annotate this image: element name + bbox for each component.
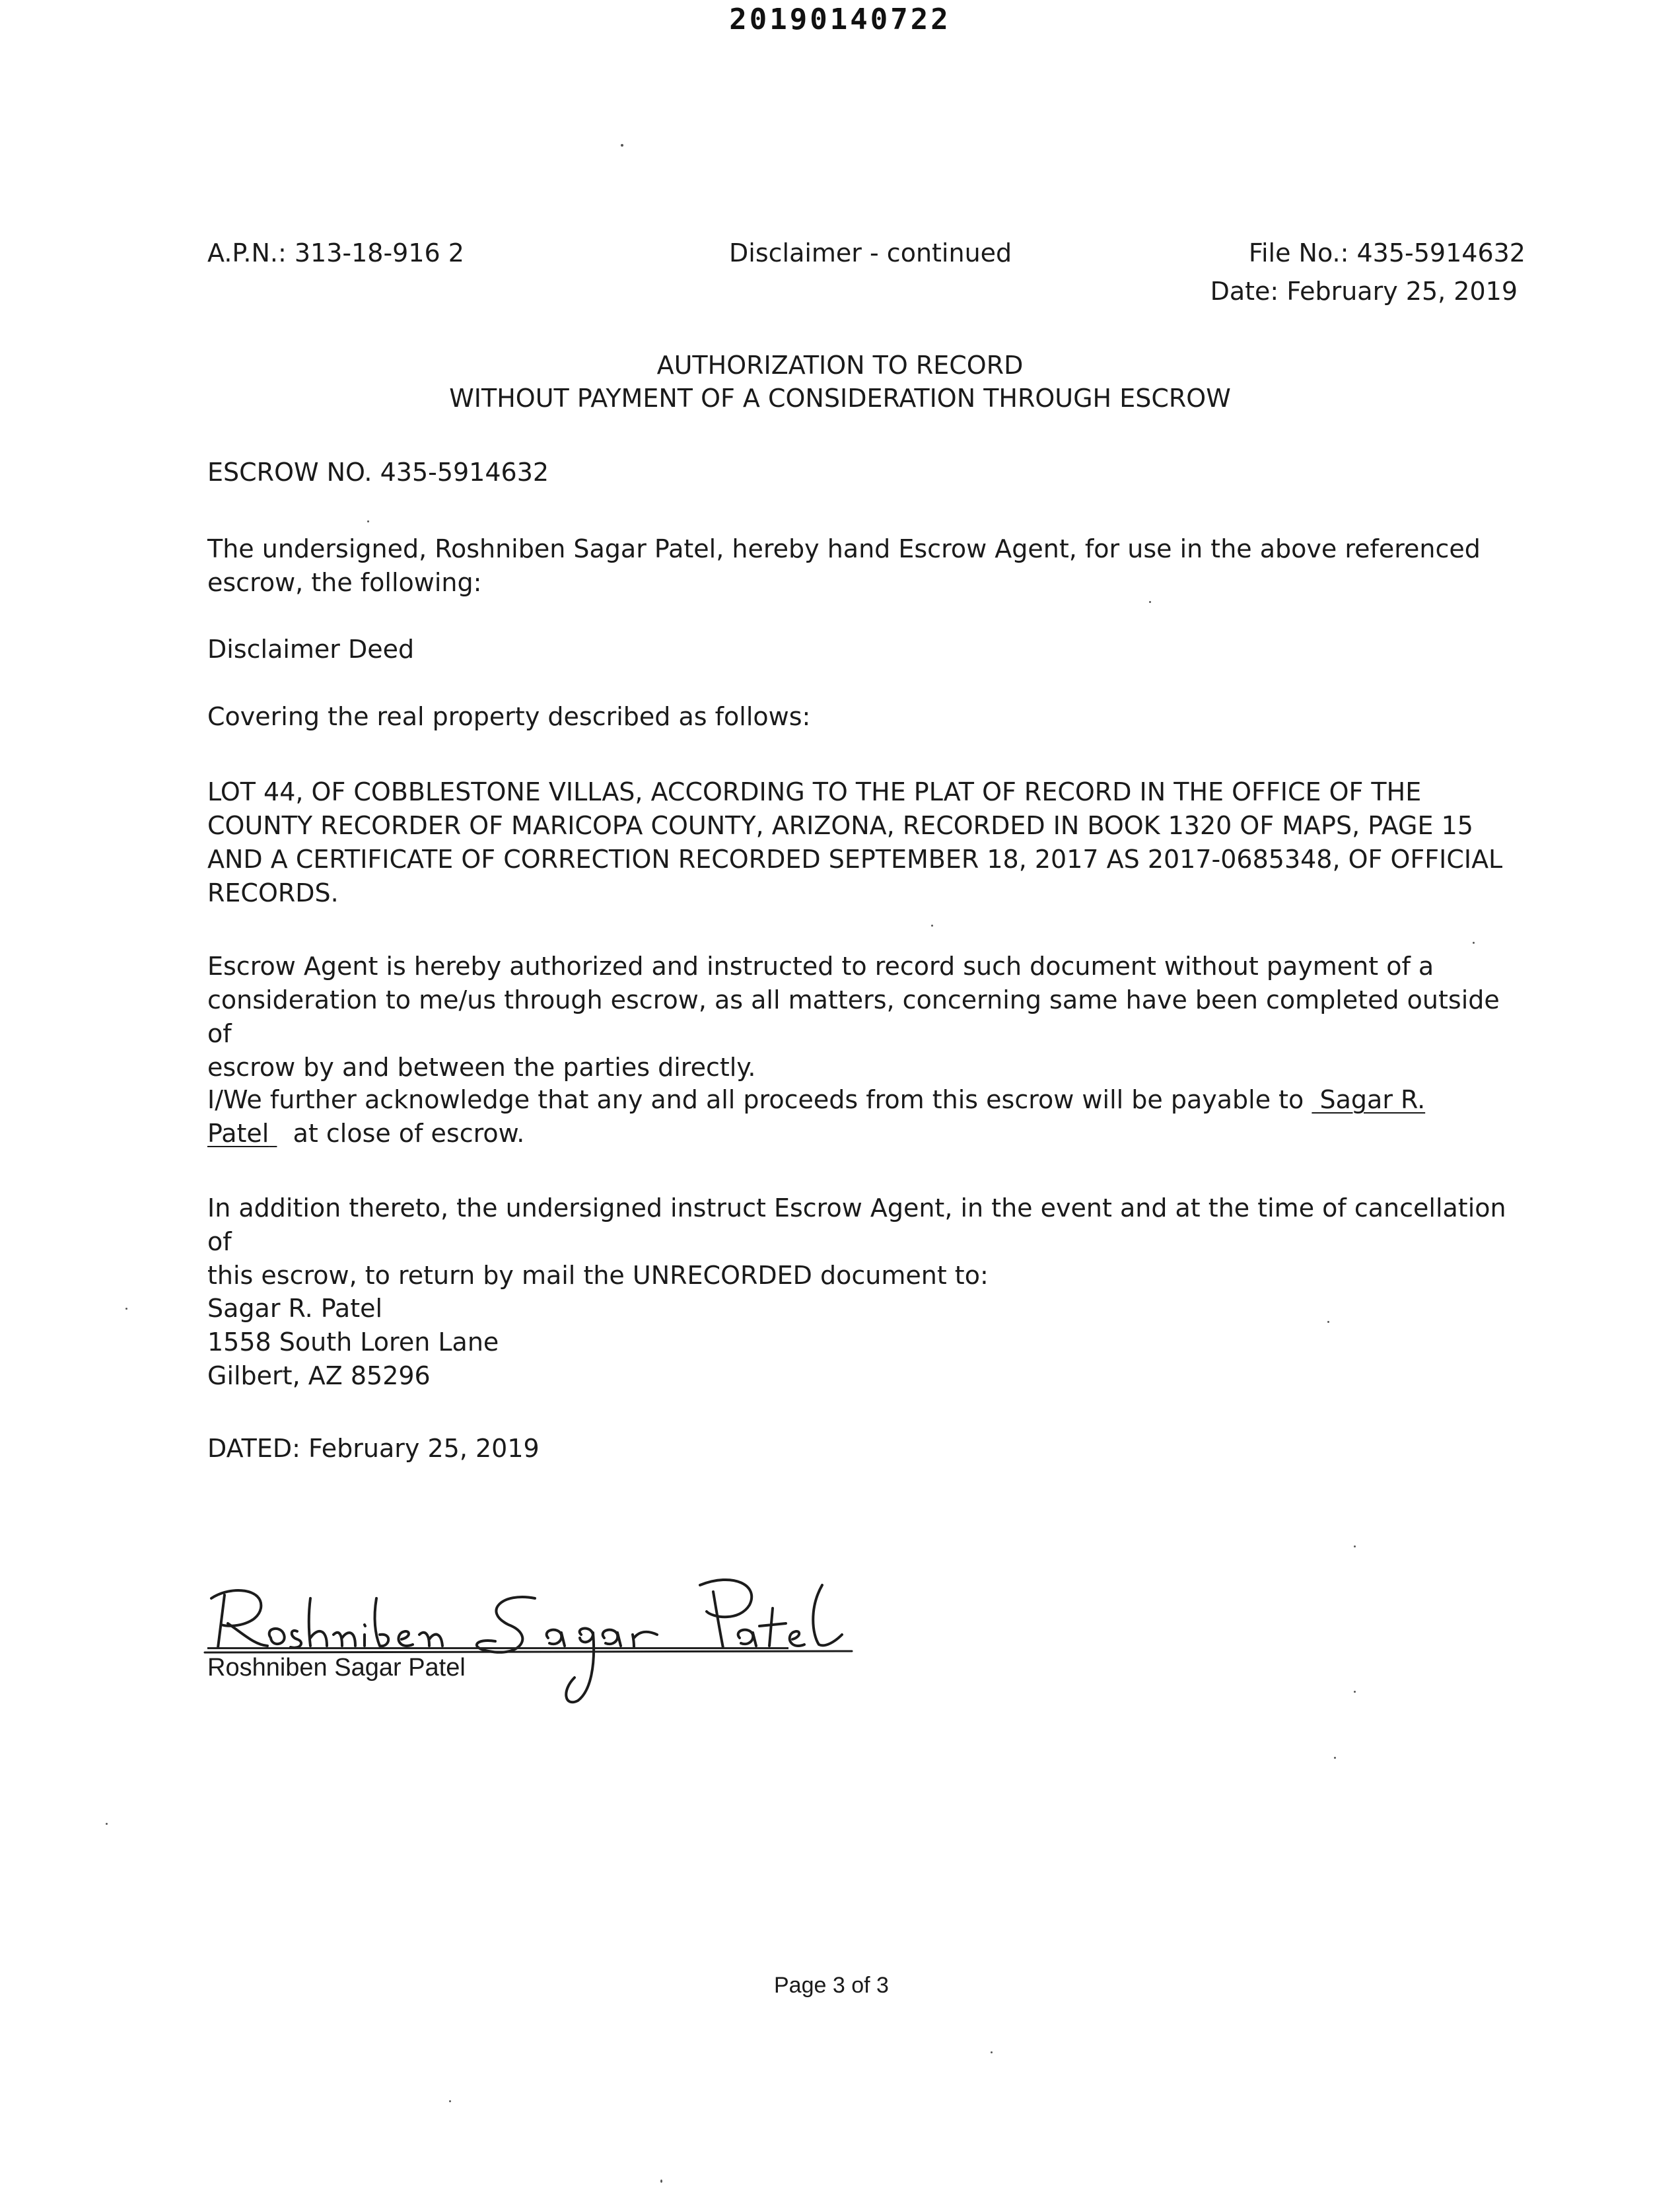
cancel-line-2: this escrow, to return by mail the UNRECORDED document to: xyxy=(207,1261,989,1290)
ack-line-2 xyxy=(207,1117,1515,1151)
scan-speck xyxy=(1334,1757,1336,1759)
cancel-line-1: In addition thereto, the undersigned instruct Escrow Agent, in the event and at the time of cancellation of xyxy=(207,1193,1506,1256)
ack-suffix: at close of escrow. xyxy=(293,1119,525,1148)
covering-statement: Covering the real property described as follows: xyxy=(207,702,811,731)
payee-name-part-1 xyxy=(1312,1085,1425,1114)
scan-speck xyxy=(660,2180,662,2183)
cancellation-paragraph xyxy=(207,1191,1515,1293)
intro-paragraph xyxy=(207,532,1515,600)
intro-line-1: The undersigned, Roshniben Sagar Patel, hereby hand Escrow Agent, for use in the above referenced xyxy=(207,534,1481,563)
address-name: Sagar R. Patel xyxy=(207,1294,383,1323)
return-address xyxy=(207,1292,802,1393)
payee-name-part-1-text: Sagar R. xyxy=(1319,1085,1426,1114)
address-city-state-zip: Gilbert, AZ 85296 xyxy=(207,1361,431,1390)
scan-speck xyxy=(931,925,933,927)
ack-prefix: I/We further acknowledge that any and all proceeds from this escrow will be payable to xyxy=(207,1085,1304,1114)
scan-speck xyxy=(367,520,369,522)
recording-number: 20190140722 xyxy=(729,3,951,36)
legal-line-1: LOT 44, OF COBBLESTONE VILLAS, ACCORDING TO THE PLAT OF RECORD IN THE OFFICE OF THE xyxy=(207,777,1422,806)
scan-speck xyxy=(1354,1545,1356,1547)
legal-description xyxy=(207,775,1515,910)
authorization-paragraph xyxy=(207,950,1515,1084)
scan-speck xyxy=(1473,942,1475,944)
auth-line-1: Escrow Agent is hereby authorized and instructed to record such document without payment of a xyxy=(207,952,1434,981)
page-number: Page 3 of 3 xyxy=(774,1973,889,1998)
payee-name-part-2-text: Patel xyxy=(207,1119,269,1148)
auth-line-2: consideration to me/us through escrow, as all matters, concerning same have been completed outside of xyxy=(207,985,1500,1048)
dated-line: DATED: February 25, 2019 xyxy=(207,1434,540,1463)
legal-line-2: COUNTY RECORDER OF MARICOPA COUNTY, ARIZONA, RECORDED IN BOOK 1320 OF MAPS, PAGE 15 xyxy=(207,811,1473,840)
scan-speck xyxy=(621,144,623,147)
scan-speck xyxy=(1149,601,1151,603)
address-street: 1558 South Loren Lane xyxy=(207,1328,499,1357)
ack-line-1 xyxy=(207,1083,1515,1117)
acknowledgement-paragraph xyxy=(207,1083,1515,1151)
legal-line-4: RECORDS. xyxy=(207,878,339,907)
file-number: File No.: 435-5914632 xyxy=(1248,238,1525,267)
title-line-2: WITHOUT PAYMENT OF A CONSIDERATION THROUGH ESCROW xyxy=(449,384,1231,413)
scan-speck xyxy=(106,1823,108,1825)
section-label: Disclaimer - continued xyxy=(729,238,1012,267)
legal-line-3: AND A CERTIFICATE OF CORRECTION RECORDED SEPTEMBER 18, 2017 AS 2017-0685348, OF OFFICIAL xyxy=(207,845,1503,874)
payee-name-part-2 xyxy=(207,1119,277,1148)
header-date: Date: February 25, 2019 xyxy=(1210,277,1518,306)
auth-line-3: escrow by and between the parties directly. xyxy=(207,1053,756,1082)
scan-speck xyxy=(125,1308,127,1310)
scan-speck xyxy=(449,2100,451,2102)
intro-line-2: escrow, the following: xyxy=(207,568,482,597)
signature-line xyxy=(207,1647,788,1649)
title-line-1: AUTHORIZATION TO RECORD xyxy=(656,351,1024,380)
signer-printed-name: Roshniben Sagar Patel xyxy=(207,1654,466,1682)
scan-speck xyxy=(1354,1691,1356,1693)
escrow-number: ESCROW NO. 435-5914632 xyxy=(207,458,549,487)
deed-type: Disclaimer Deed xyxy=(207,635,415,664)
scan-speck xyxy=(1327,1321,1329,1323)
apn-label: A.P.N.: 313-18-916 2 xyxy=(207,238,464,267)
scan-speck xyxy=(991,2051,993,2053)
